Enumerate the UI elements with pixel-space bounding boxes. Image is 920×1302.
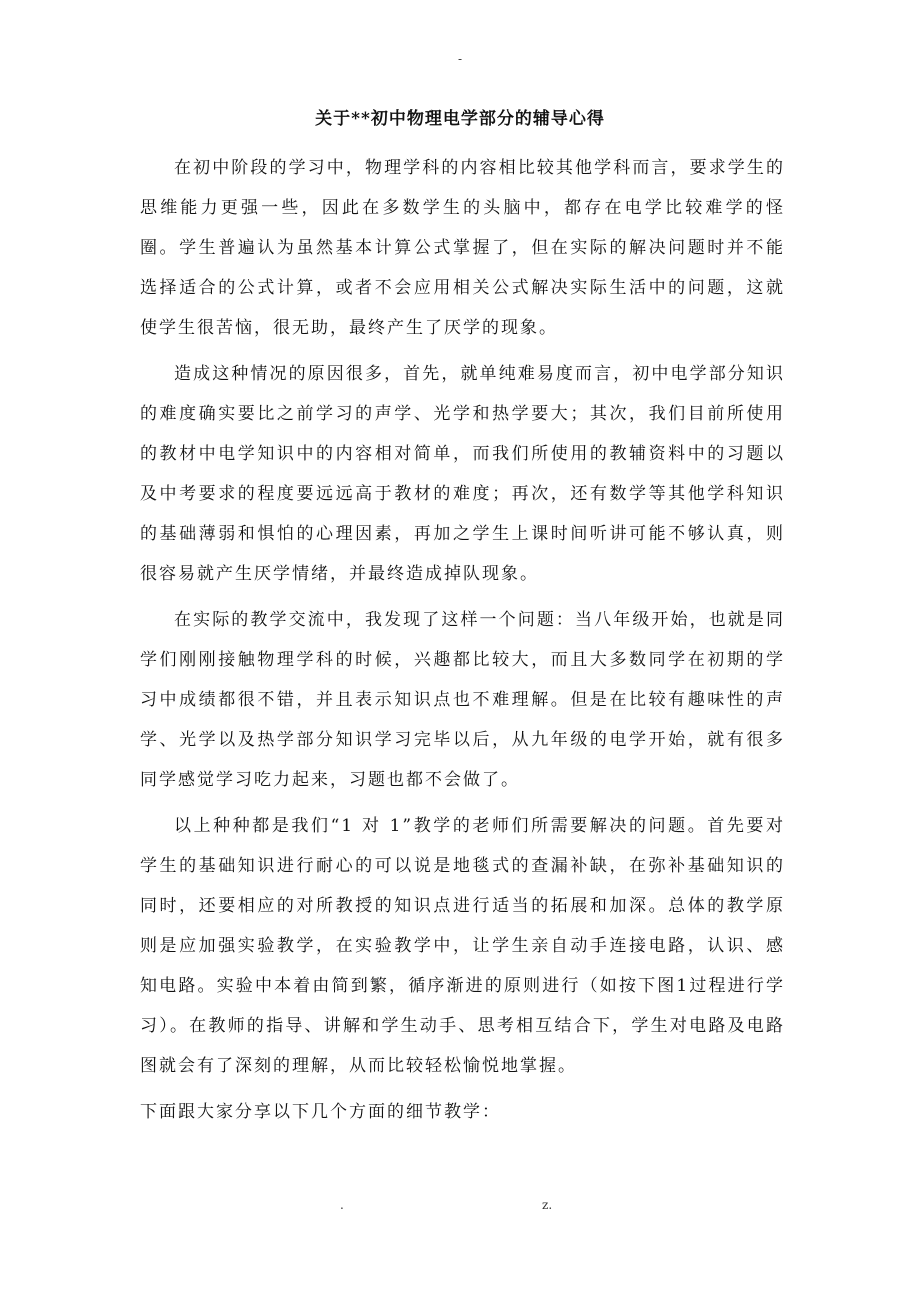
- closing-line: 下面跟大家分享以下几个方面的细节教学：: [140, 1102, 501, 1122]
- paragraph-1: 在初中阶段的学习中，物理学科的内容相比较其他学科而言，要求学生的思维能力更强一些，因此在多数学生的头脑中，都存在电学比较难学的怪圈。学生普遍认为虽然基本计算公式掌握了，但在实际的解决问题时并不能选择适合的公式计算，或者不会应用相关公式解决实际生活中的问题，这就使学生很苦恼，很无助，最终产生了厌学的现象。: [140, 158, 785, 338]
- document-title: 关于**初中物理电学部分的辅导心得: [315, 109, 605, 129]
- footer-right-mark: z.: [542, 1198, 553, 1212]
- paragraph-4: 以上种种都是我们“1 对 1”教学的老师们所需要解决的问题。首先要对学生的基础知识进行耐心的可以说是地毯式的查漏补缺，在弥补基础知识的同时，还要相应的对所教授的知识点进行适当的拓展和加深。总体的教学原则是应加强实验教学，在实验教学中，让学生亲自动手连接电路，认识、感知电路。实验中本着由简到繁，循序渐进的原则进行（如按下图1过程进行学习）。在教师的指导、讲解和学生动手、思考相互结合下，学生对电路及电路图就会有了深刻的理解，从而比较轻松愉悦地掌握。: [140, 816, 785, 1076]
- document-body: [140, 148, 785, 1138]
- paragraph-2: 造成这种情况的原因很多，首先，就单纯难易度而言，初中电学部分知识的难度确实要比之前学习的声学、光学和热学要大；其次，我们目前所使用的教材中电学知识中的内容相对简单，而我们所使用的教辅资料中的习题以及中考要求的程度要远远高于教材的难度；再次，还有数学等其他学科知识的基础薄弱和惧怕的心理因素，再加之学生上课时间听讲可能不够认真，则很容易就产生厌学情绪，并最终造成掉队现象。: [140, 364, 785, 584]
- header-mark: -: [457, 52, 463, 66]
- paragraph-3: 在实际的教学交流中，我发现了这样一个问题：当八年级开始，也就是同学们刚刚接触物理学科的时候，兴趣都比较大，而且大多数同学在初期的学习中成绩都很不错，并且表示知识点也不难理解。但是在比较有趣味性的声学、光学以及热学部分知识学习完毕以后，从九年级的电学开始，就有很多同学感觉学习吃力起来，习题也都不会做了。: [140, 610, 785, 790]
- footer-left-mark: .: [340, 1198, 344, 1212]
